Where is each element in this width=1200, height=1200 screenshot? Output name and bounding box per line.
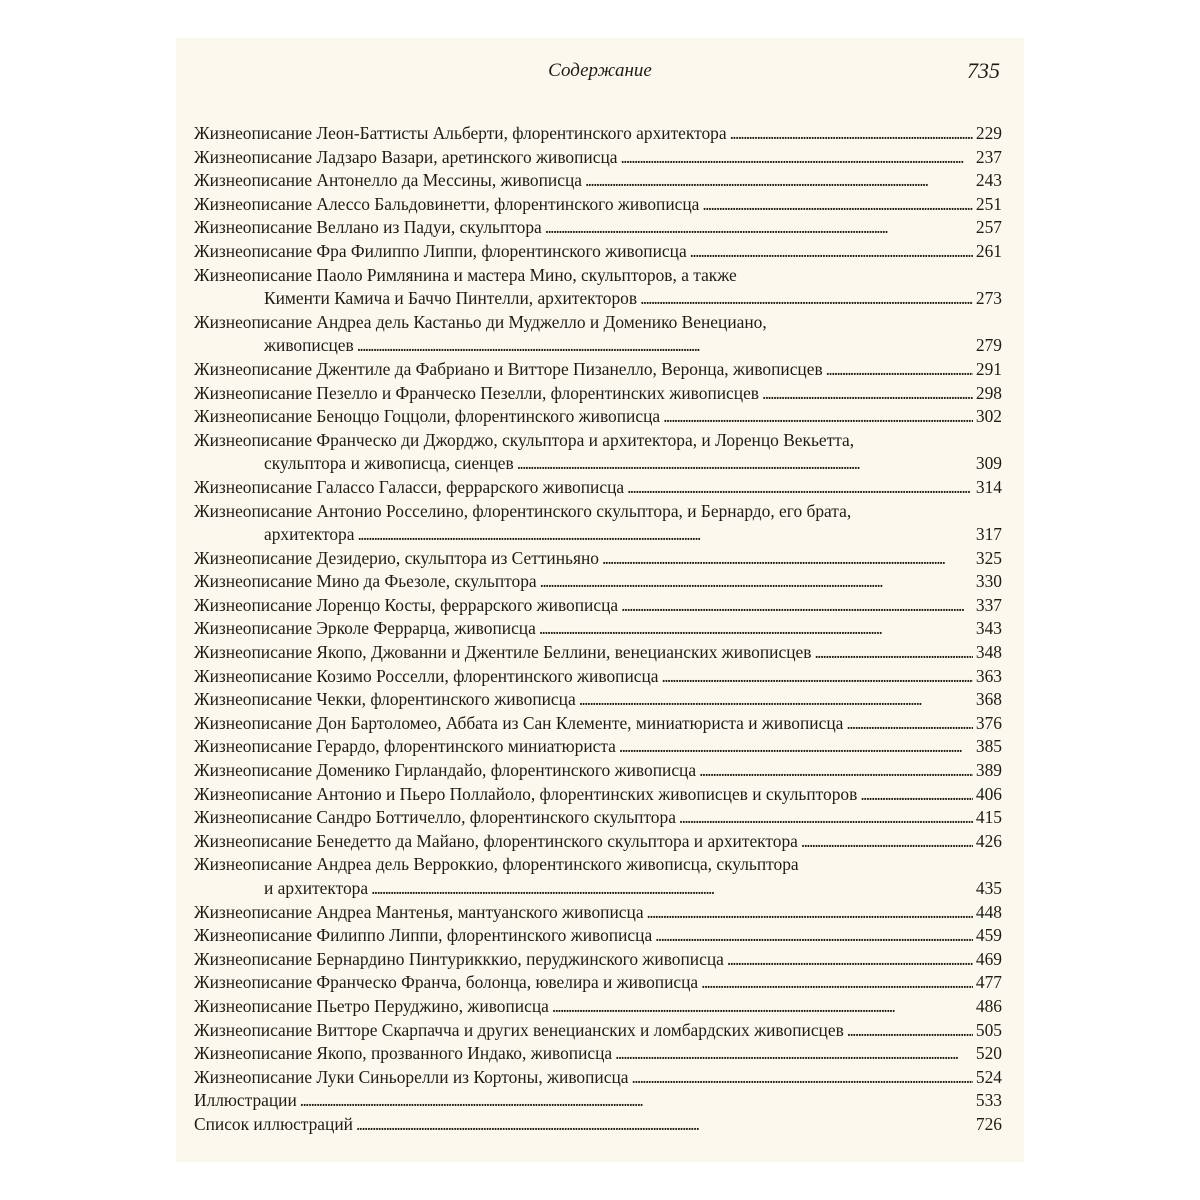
toc-entry-line	[194, 382, 1002, 406]
toc-entry-page: 343	[975, 618, 1002, 639]
toc-entry-title: Жизнеописание Дон Бартоломео, Аббата из Сан Клементе, миниатюриста и живописца	[194, 712, 844, 733]
toc-entry-page: 325	[975, 547, 1002, 568]
toc-entry-page: 415	[975, 807, 1002, 828]
toc-entry-title: Жизнеописание Якопо, прозванного Индако, живописца	[194, 1043, 613, 1064]
toc-entry	[194, 264, 1002, 311]
dot-leader	[357, 334, 973, 358]
dot-leader	[662, 665, 973, 689]
toc-entry-line	[194, 735, 1002, 759]
toc-entry-page: 261	[975, 240, 1002, 261]
dot-leader	[615, 1042, 973, 1066]
dot-leader	[585, 169, 973, 193]
toc-entry-page: 363	[975, 665, 1002, 686]
dot-leader	[621, 594, 973, 618]
dot-leader	[357, 523, 972, 547]
toc-entry-line	[194, 806, 1002, 830]
dot-leader	[300, 1089, 973, 1113]
dot-leader	[801, 830, 973, 854]
dot-leader	[730, 122, 973, 146]
toc-entry-line	[194, 523, 1002, 547]
dot-leader	[579, 688, 973, 712]
toc-entry-title: Жизнеописание Галассо Галасси, феррарского живописца	[194, 476, 625, 497]
dot-leader	[545, 216, 973, 240]
toc-entry	[194, 547, 1002, 571]
toc-entry-page: 314	[975, 476, 1002, 497]
toc-entry-page: 237	[975, 146, 1002, 167]
toc-entry-title: Жизнеописание Эрколе Феррарца, живописца	[194, 618, 536, 639]
toc-entry-line	[194, 193, 1002, 217]
toc-entry	[194, 735, 1002, 759]
dot-leader	[847, 1019, 973, 1043]
toc-entry-title: Жизнеописание Франческо Франча, болонца, ювелира и живописца	[194, 972, 699, 993]
toc-entry-page: 389	[975, 760, 1002, 781]
toc-entry-line	[194, 405, 1002, 429]
toc-entry-title: и архитектора	[264, 878, 369, 898]
toc-entry-title: Жизнеописание Алессо Бальдовинетти, флорентинского живописца	[194, 193, 700, 214]
running-title: Содержание	[548, 60, 652, 81]
dot-leader	[655, 924, 973, 948]
dot-leader	[701, 971, 973, 995]
toc-entry	[194, 995, 1002, 1019]
toc-entry-page: 520	[975, 1043, 1002, 1064]
toc-entry-title: Жизнеописание Антонелло да Мессины, живописца	[194, 170, 582, 191]
toc-entry	[194, 146, 1002, 170]
toc-entry-page: 337	[975, 594, 1002, 615]
toc-entry	[194, 122, 1002, 146]
toc-entry-title: Жизнеописание Веллано из Падуи, скульптора	[194, 217, 542, 238]
toc-entry	[194, 783, 1002, 807]
toc-entry-line	[194, 594, 1002, 618]
toc-entry-line	[194, 712, 1002, 736]
toc-entry-line	[194, 240, 1002, 264]
toc-entry-line	[194, 759, 1002, 783]
toc-entry-line	[194, 995, 1002, 1019]
toc-entry-page: 726	[975, 1113, 1002, 1134]
toc-entry-line	[194, 783, 1002, 807]
toc-entry-title-line: Жизнеописание Андреа дель Кастаньо ди Муджелло и Доменико Венециано,	[194, 311, 767, 332]
toc-entry-line	[194, 665, 1002, 689]
toc-entry-line	[194, 1019, 1002, 1043]
toc-entry-page: 426	[975, 830, 1002, 851]
toc-entry-page: 368	[975, 689, 1002, 710]
toc-entry	[194, 1113, 1002, 1137]
toc-entry-title: Жизнеописание Беноццо Гоццоли, флорентинского живописца	[194, 406, 661, 427]
toc-entry	[194, 853, 1002, 900]
toc-entry	[194, 1042, 1002, 1066]
dot-leader	[517, 452, 973, 476]
dot-leader	[627, 476, 973, 500]
toc-entry-page: 469	[975, 948, 1002, 969]
toc-entry	[194, 1019, 1002, 1043]
toc-entry-title: Жизнеописание Бернардино Пинтурикккио, перуджинского живописца	[194, 948, 724, 969]
toc-entry-line	[194, 948, 1002, 972]
dot-leader	[539, 617, 973, 641]
dot-leader	[699, 759, 973, 783]
toc-entry-line	[194, 570, 1002, 594]
toc-entry-line	[194, 971, 1002, 995]
toc-entry-title: скульптора и живописца, сиенцев	[264, 453, 514, 474]
toc-entry-page: 477	[975, 972, 1002, 993]
toc-entry-title: Жизнеописание Лоренцо Косты, феррарского живописца	[194, 594, 619, 615]
dot-leader	[647, 901, 973, 925]
toc-entry-line	[194, 146, 1002, 170]
toc-entry-line	[194, 688, 1002, 712]
toc-entry-page: 291	[975, 358, 1002, 379]
toc-entry	[194, 806, 1002, 830]
toc-entry-page: 505	[975, 1019, 1002, 1040]
book-page	[176, 38, 1024, 1162]
dot-leader	[846, 712, 973, 736]
dot-leader	[371, 877, 973, 901]
toc-entry-page: 348	[975, 642, 1002, 663]
toc-entry-title: живописцев	[264, 335, 354, 356]
toc-entry	[194, 382, 1002, 406]
toc-entry-title: Жизнеописание Пьетро Перуджино, живописца	[194, 995, 549, 1016]
toc-entry	[194, 901, 1002, 925]
dot-leader	[814, 641, 972, 665]
toc-entry-title: Жизнеописание Витторе Скарпачча и других венецианских и ломбардских живописцев	[194, 1019, 844, 1040]
toc-entry-page: 533	[975, 1090, 1002, 1111]
dot-leader	[552, 995, 973, 1019]
toc-entry-title-line: Жизнеописание Паоло Римлянина и мастера Мино, скульпторов, а также	[194, 264, 737, 285]
toc-entry-title: Кименти Камича и Баччо Пинтелли, архитекторов	[264, 288, 638, 309]
toc-entry-title: Жизнеописание Луки Синьорелли из Кортоны, живописца	[194, 1066, 629, 1087]
toc-entry-page: 309	[975, 453, 1002, 474]
toc-entry-line	[194, 452, 1002, 476]
toc-entry-title: Жизнеописание Козимо Росселли, флорентинского живописца	[194, 665, 659, 686]
toc-entry-page: 257	[975, 217, 1002, 238]
toc-entry-title: Жизнеописание Мино да Фьезоле, скульптора	[194, 571, 537, 592]
dot-leader	[640, 287, 973, 311]
toc-entry-line	[194, 122, 1002, 146]
toc-entry	[194, 1089, 1002, 1113]
toc-entry	[194, 1066, 1002, 1090]
toc-entry-title: Жизнеописание Фра Филиппо Липпи, флорентинского живописца	[194, 240, 687, 261]
toc-entry	[194, 311, 1002, 358]
toc-entry-title: Жизнеописание Филиппо Липпи, флорентинского живописца	[194, 925, 653, 946]
toc-entry-page: 229	[975, 123, 1002, 143]
toc-entry-line	[194, 1042, 1002, 1066]
toc-entry-line	[194, 1089, 1002, 1113]
toc-entry	[194, 216, 1002, 240]
page-number: 735	[967, 58, 1000, 83]
toc-entry-title: Жизнеописание Ладзаро Вазари, аретинского живописца	[194, 146, 618, 167]
running-header	[176, 58, 1024, 88]
toc-entry-line	[194, 641, 1002, 665]
toc-entry	[194, 948, 1002, 972]
toc-entry-line	[194, 877, 1002, 901]
toc-entry	[194, 641, 1002, 665]
toc-entry-page: 298	[975, 382, 1002, 403]
dot-leader	[679, 806, 973, 830]
toc-entry-page: 330	[975, 571, 1002, 592]
toc-entry	[194, 924, 1002, 948]
toc-entry	[194, 358, 1002, 382]
toc-entry	[194, 830, 1002, 854]
toc-entry	[194, 193, 1002, 217]
toc-entry-page: 435	[975, 878, 1002, 898]
toc-entry-title: Жизнеописание Дезидерио, скульптора из Сеттиньяно	[194, 547, 599, 568]
toc-entry	[194, 688, 1002, 712]
dot-leader	[356, 1113, 973, 1137]
toc-entry-title: Жизнеописание Якопо, Джованни и Джентиле Беллини, венецианских живописцев	[194, 642, 812, 663]
toc-entry-title: Иллюстрации	[194, 1090, 297, 1111]
table-of-contents	[194, 122, 1002, 1137]
toc-entry-line	[194, 830, 1002, 854]
toc-entry-title: Жизнеописание Пезелло и Франческо Пезелли, флорентинских живописцев	[194, 382, 760, 403]
toc-entry	[194, 570, 1002, 594]
toc-entry	[194, 429, 1002, 476]
toc-entry-title: Жизнеописание Антонио и Пьеро Поллайоло, флорентинских живописцев и скульпторов	[194, 783, 858, 804]
toc-entry-page: 406	[975, 783, 1002, 804]
toc-entry-title: Список иллюстраций	[194, 1113, 353, 1134]
toc-entry-page: 317	[975, 524, 1002, 545]
toc-entry	[194, 169, 1002, 193]
toc-entry-title: Жизнеописание Андреа Мантенья, мантуанского живописца	[194, 901, 644, 922]
toc-entry-title: Жизнеописание Джентиле да Фабриано и Витторе Пизанелло, Веронца, живописцев	[194, 358, 823, 379]
dot-leader	[826, 358, 973, 382]
dot-leader	[702, 193, 973, 217]
toc-entry-line	[194, 334, 1002, 358]
toc-entry	[194, 476, 1002, 500]
toc-entry-line	[194, 1066, 1002, 1090]
toc-entry-page: 243	[975, 170, 1002, 191]
toc-entry	[194, 500, 1002, 547]
toc-entry-line	[194, 617, 1002, 641]
toc-entry-page: 448	[975, 901, 1002, 922]
toc-entry-title-line: Жизнеописание Андреа дель Верроккио, флорентинского живописца, скульптора	[194, 854, 799, 875]
toc-entry	[194, 594, 1002, 618]
toc-entry-title-line: Жизнеописание Антонио Росселино, флорентинского скульптора, и Бернардо, его брата,	[194, 500, 852, 521]
dot-leader	[619, 735, 973, 759]
toc-entry-page: 376	[975, 712, 1002, 733]
toc-entry-page: 279	[975, 335, 1002, 356]
toc-entry-line	[194, 476, 1002, 500]
toc-entry-page: 524	[975, 1066, 1002, 1087]
dot-leader	[762, 382, 973, 406]
toc-entry	[194, 240, 1002, 264]
toc-entry	[194, 759, 1002, 783]
toc-entry	[194, 617, 1002, 641]
toc-entry-line	[194, 1113, 1002, 1137]
toc-entry-line	[194, 216, 1002, 240]
toc-entry-page: 459	[975, 925, 1002, 946]
toc-entry-line	[194, 169, 1002, 193]
dot-leader	[632, 1066, 973, 1090]
dot-leader	[860, 783, 973, 807]
toc-entry-line	[194, 547, 1002, 571]
toc-entry	[194, 712, 1002, 736]
dot-leader	[620, 146, 972, 170]
dot-leader	[727, 948, 973, 972]
toc-entry-title: Жизнеописание Бенедетто да Майано, флорентинского скульптора и архитектора	[194, 830, 798, 851]
toc-entry	[194, 971, 1002, 995]
toc-entry	[194, 665, 1002, 689]
dot-leader	[663, 405, 973, 429]
toc-entry-line	[194, 924, 1002, 948]
toc-entry-page: 385	[975, 736, 1002, 757]
dot-leader	[602, 547, 973, 571]
toc-entry-line	[194, 358, 1002, 382]
dot-leader	[690, 240, 973, 264]
toc-entry-page: 486	[975, 995, 1002, 1016]
toc-entry-title: Жизнеописание Сандро Боттичелло, флорентинского скульптора	[194, 807, 676, 828]
toc-entry-title: Жизнеописание Герардо, флорентинского миниатюриста	[194, 736, 616, 757]
toc-entry	[194, 405, 1002, 429]
toc-entry-page: 251	[975, 193, 1002, 214]
toc-entry-title: архитектора	[264, 524, 355, 545]
toc-entry-title: Жизнеописание Доменико Гирландайо, флорентинского живописца	[194, 760, 697, 781]
toc-entry-page: 273	[975, 288, 1002, 309]
toc-entry-page: 302	[975, 406, 1002, 427]
toc-entry-line	[194, 901, 1002, 925]
toc-entry-title-line: Жизнеописание Франческо ди Джорджо, скульптора и архитектора, и Лоренцо Векьетта,	[194, 429, 855, 450]
toc-entry-title: Жизнеописание Чекки, флорентинского живописца	[194, 689, 576, 710]
dot-leader	[540, 570, 973, 594]
toc-entry-title: Жизнеописание Леон-Баттисты Альберти, флорентинского архитектора	[194, 123, 727, 143]
toc-entry-line	[194, 287, 1002, 311]
